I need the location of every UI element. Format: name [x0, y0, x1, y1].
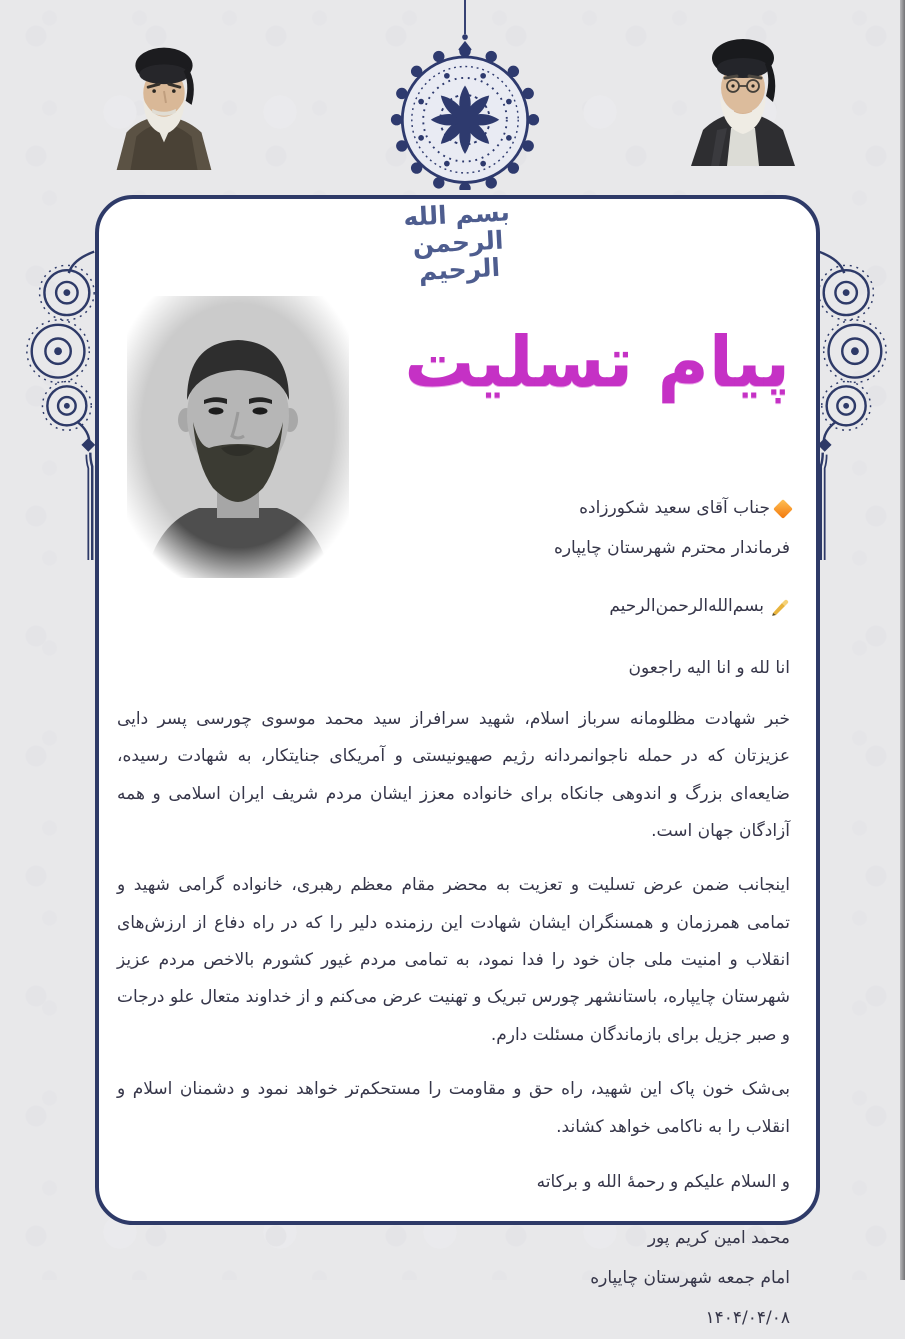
bismillah-text: بسم‌الله‌الرحمن‌الرحیم [609, 595, 764, 616]
page-title: پیام تسلیت [404, 321, 790, 403]
bismillah-calligraphy: بسم الله الرحمن الرحیم [402, 197, 510, 287]
orange-diamond-icon [773, 499, 793, 519]
khamenei-portrait-icon [664, 16, 820, 166]
paragraph-2: اینجانب ضمن عرض تسلیت و تعزیت به محضر مقام معظم رهبری، خانواده گرامی شهید و تمامی همرزمان و همسنگران ایشان شهادت این رزمنده دلیر را که در راه دفاع از ارزش‌های انقلاب و امنیت ملی جان خود را فدا نمود، به تمامی مردم غیور کشورم بالاخص مردم عزیز شهرستان چایپاره، باستانشهر چورس تبریک و تهنیت عرض می‌کنم و از خداوند متعال علو درجات و صبر جزیل برای بازماندگان مسئلت دارم. [117, 875, 790, 1045]
arabesque-ornament-left-icon [25, 238, 97, 560]
signer-role: امام جمعه شهرستان چایپاره [590, 1267, 790, 1288]
arabesque-ornament-right-icon [816, 238, 888, 560]
medallion-ornament-icon [370, 0, 560, 190]
closing-salutation: و السلام علیکم و رحمهٔ الله و برکاته [536, 1172, 790, 1193]
bismillah-line [117, 587, 790, 627]
recipient-title: فرماندار محترم شهرستان چایپاره [553, 537, 790, 558]
signature-block [117, 1219, 790, 1339]
paragraph-1: خبر شهادت مظلومانه سرباز اسلام، شهید سرافراز سید محمد موسوی چورسی پسر دایی عزیزتان که در حمله ناجوانمردانه رژیم صهیونیستی و آمریکای جنایتکار، به شهادت رسیده، ضایعه‌ای بزرگ و اندوهی جانکاه برای خانواده معزز ایشان مردم شریف ایران اسلامی و همه آزادگان جهان است. [117, 708, 790, 841]
signer-name: محمد امین کریم پور [647, 1227, 790, 1248]
writing-hand-icon [770, 597, 790, 617]
letter-body [99, 489, 816, 1339]
letter-date: ۱۴۰۴/۰۴/۰۸ [705, 1307, 790, 1328]
recipient-line-1 [117, 489, 790, 529]
paragraph-3: بی‌شک خون پاک این شهید، راه حق و مقاومت را مستحکم‌تر خواهد نمود و دشمنان اسلام و انقلاب را به ناکامی خواهد کشاند. [117, 1079, 790, 1137]
condolence-letter-card [95, 195, 820, 1328]
istirja-text: انا لله و انا الیه راجعون [628, 657, 790, 678]
khomeini-portrait-icon [88, 22, 238, 170]
screenshot-edge [900, 0, 905, 1280]
recipient-name: جناب آقای سعید شکورزاده [579, 498, 770, 518]
